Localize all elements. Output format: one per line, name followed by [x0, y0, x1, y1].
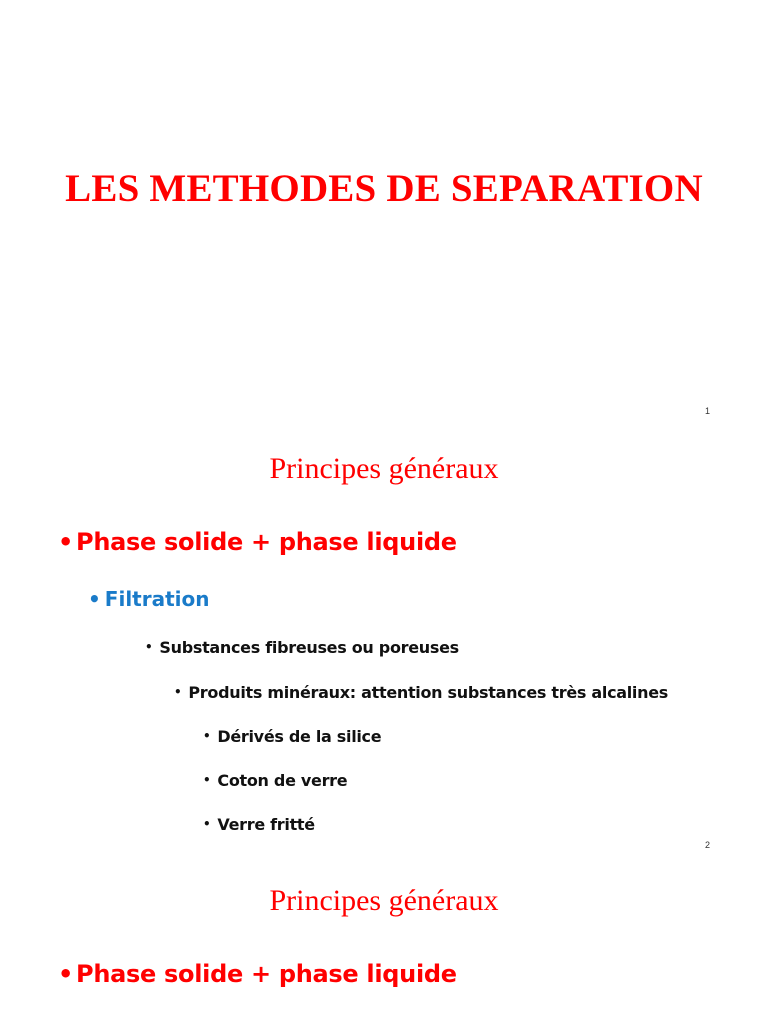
bullet-text: Substances fibreuses ou poreuses	[159, 638, 459, 657]
bullet-level-1	[58, 530, 457, 554]
bullet-text: Phase solide + phase liquide	[76, 960, 457, 988]
slide-title: LES METHODES DE SEPARATION	[65, 167, 703, 210]
bullet-icon: •	[203, 773, 211, 787]
bullet-icon: •	[203, 729, 211, 743]
bullet-text: Coton de verre	[217, 771, 348, 790]
bullet-icon: •	[203, 817, 211, 831]
bullet-text: Verre fritté	[217, 815, 315, 834]
page-number: 2	[704, 840, 710, 850]
slide-3	[0, 864, 768, 1024]
bullet-level-5	[203, 817, 315, 833]
slide-title: Principes généraux	[269, 452, 499, 485]
bullet-icon: •	[174, 685, 182, 699]
bullet-text: Phase solide + phase liquide	[76, 528, 457, 556]
bullet-level-4	[174, 685, 668, 701]
bullet-text: Filtration	[104, 587, 210, 611]
slide-title: Principes généraux	[269, 884, 499, 917]
bullet-icon: •	[58, 528, 74, 556]
bullet-level-1	[58, 962, 457, 986]
bullet-level-5	[203, 729, 381, 745]
bullet-text: Dérivés de la silice	[217, 727, 382, 746]
bullet-level-5	[203, 773, 347, 789]
bullet-text: Produits minéraux: attention substances très alcalines	[188, 683, 668, 702]
bullet-icon: •	[145, 640, 153, 654]
bullet-level-2	[88, 589, 209, 609]
bullet-level-3	[145, 640, 459, 656]
slide-1	[0, 0, 768, 432]
bullet-icon: •	[88, 587, 101, 611]
page-number: 1	[704, 406, 710, 416]
bullet-icon: •	[58, 960, 74, 988]
slide-2	[0, 432, 768, 864]
